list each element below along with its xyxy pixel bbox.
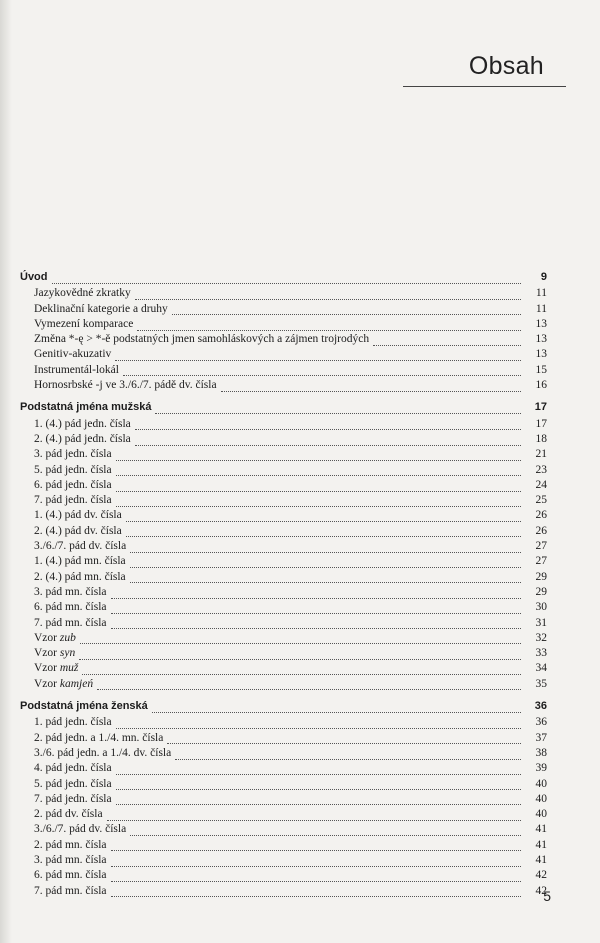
toc-entry-page: 15	[535, 363, 547, 376]
toc-entry[interactable]	[20, 447, 547, 462]
toc-entry-label-text: Změna *-ę > *-ě podstatných jmen samohláskových a zájmen trojrodých	[34, 333, 370, 346]
toc-entry-label-text: Vymezení komparace	[34, 317, 134, 330]
dot-leader	[52, 274, 522, 284]
toc-entry-page: 32	[535, 631, 547, 644]
dot-leader	[116, 451, 521, 461]
toc-entry-label	[34, 432, 131, 447]
toc-entry-page: 27	[535, 540, 547, 553]
toc-entry-label	[34, 286, 131, 301]
toc-entry-label-text: 7. pád mn. čísla	[34, 884, 107, 897]
toc-entry-pattern-word: zub	[59, 631, 76, 644]
dot-leader	[167, 734, 521, 744]
dot-leader	[111, 589, 522, 599]
dot-leader	[115, 351, 521, 361]
dot-leader	[135, 436, 521, 446]
toc-entry-label-text: 7. pád jedn. čísla	[34, 494, 112, 507]
toc-entry-label	[34, 838, 107, 853]
toc-entry-pattern-word: syn	[59, 647, 76, 660]
toc-entry-label	[34, 761, 112, 776]
toc-section	[20, 270, 547, 393]
toc-entry[interactable]	[20, 332, 547, 347]
toc-entry-pattern-word: kamjeń	[59, 677, 94, 690]
toc-entry-label	[34, 478, 112, 493]
dot-leader	[111, 841, 522, 851]
toc-entry-page: 26	[535, 524, 547, 537]
toc-entry-label-text: 1. (4.) pád jedn. čísla	[34, 417, 131, 430]
toc-entry-page: 9	[540, 271, 547, 283]
toc-entry[interactable]	[20, 539, 547, 554]
toc-entry-label-text: Podstatná jména ženská	[20, 700, 148, 713]
toc-entry-label	[34, 570, 126, 585]
toc-entry-label	[34, 884, 107, 899]
toc-entry-label-text: Vzor	[34, 631, 60, 644]
toc-entry-label	[34, 508, 122, 523]
toc-entry[interactable]	[20, 661, 547, 676]
toc-entry-label	[34, 868, 107, 883]
toc-entry-label-text: 1. (4.) pád dv. čísla	[34, 509, 122, 522]
toc-entry-label	[34, 347, 111, 362]
dot-leader	[172, 305, 521, 315]
toc-entry-label	[34, 447, 112, 462]
toc-entry-label	[34, 302, 168, 317]
toc-section-heading[interactable]	[20, 270, 547, 285]
toc-entry-label-text: 1. pád jedn. čísla	[34, 716, 112, 729]
toc-entry-label	[34, 524, 122, 539]
toc-entry[interactable]	[20, 302, 547, 317]
toc-entry-page: 13	[535, 317, 547, 330]
toc-entry-page: 41	[535, 853, 547, 866]
dot-leader	[373, 336, 521, 346]
toc-entry-page: 13	[535, 348, 547, 361]
toc-section	[20, 400, 547, 692]
dot-leader	[79, 650, 521, 660]
toc-entry[interactable]	[20, 508, 547, 523]
toc-entry-label	[34, 677, 93, 692]
toc-entry-page: 24	[535, 478, 547, 491]
toc-entry-label-text: 3./6./7. pád dv. čísla	[34, 823, 127, 836]
dot-leader	[130, 573, 521, 583]
dot-leader	[111, 619, 522, 629]
toc-entry-label	[34, 661, 78, 676]
dot-leader	[126, 527, 521, 537]
toc-entry-label	[34, 417, 131, 432]
toc-entry-label	[34, 616, 107, 631]
toc-entry-label-text: 2. (4.) pád jedn. čísla	[34, 432, 131, 445]
toc-entry-label-text: 6. pád mn. čísla	[34, 869, 107, 882]
toc-entry-page: 29	[535, 570, 547, 583]
toc-entry-label-text: 3. pád mn. čísla	[34, 853, 107, 866]
toc-entry-page: 31	[535, 616, 547, 629]
dot-leader	[130, 826, 521, 836]
toc-entry-label-text: Vzor	[34, 677, 60, 690]
toc-entry[interactable]	[20, 731, 547, 746]
toc-entry-label	[34, 715, 112, 730]
toc-entry-label-text: Deklinační kategorie a druhy	[34, 302, 168, 315]
toc-entry-label	[34, 792, 112, 807]
toc-entry[interactable]	[20, 777, 547, 792]
dot-leader	[130, 558, 521, 568]
dot-leader	[116, 795, 521, 805]
toc-entry-page: 41	[535, 823, 547, 836]
toc-entry-label-text: 4. pád jedn. čísla	[34, 762, 112, 775]
toc-entry-page: 36	[534, 700, 547, 713]
dot-leader	[175, 750, 521, 760]
toc-entry[interactable]	[20, 478, 547, 493]
toc-entry-label	[34, 332, 369, 347]
toc-entry[interactable]	[20, 761, 547, 776]
dot-leader	[137, 321, 521, 331]
toc-entry[interactable]	[20, 715, 547, 730]
toc-entry[interactable]	[20, 570, 547, 585]
toc-entry[interactable]	[20, 838, 547, 853]
toc-entry[interactable]	[20, 746, 547, 761]
dot-leader	[111, 887, 522, 897]
toc-entry-label-text: Vzor	[34, 662, 60, 675]
toc-entry-label	[34, 600, 107, 615]
toc-entry-label-text: Hornosrbské -j ve 3./6./7. pádě dv. čísla	[34, 379, 217, 392]
toc-entry-label-text: 3./6. pád jedn. a 1./4. dv. čísla	[34, 746, 172, 759]
toc-entry-page: 11	[535, 302, 547, 315]
toc-entry-label-text: 2. pád mn. čísla	[34, 838, 107, 851]
dot-leader	[111, 604, 522, 614]
toc-entry[interactable]	[20, 432, 547, 447]
toc-entry-label-text: 2. pád dv. čísla	[34, 808, 103, 821]
dot-leader	[97, 680, 521, 690]
toc-entry[interactable]	[20, 646, 547, 661]
toc-entry-page: 40	[535, 777, 547, 790]
toc-entry-page: 30	[535, 601, 547, 614]
toc-entry[interactable]	[20, 677, 547, 692]
toc-entry-label-text: Jazykovědné zkratky	[34, 287, 131, 300]
toc-entry-page: 37	[535, 731, 547, 744]
toc-entry-page: 41	[535, 838, 547, 851]
page-number: 5	[543, 888, 551, 904]
toc-entry[interactable]	[20, 600, 547, 615]
toc-entry-label	[34, 317, 133, 332]
toc-entry[interactable]	[20, 792, 547, 807]
toc-section	[20, 699, 547, 899]
toc-entry-label-text: 6. pád mn. čísla	[34, 601, 107, 614]
toc-entry-label	[34, 363, 119, 378]
toc-entry-page: 34	[535, 662, 547, 675]
toc-entry-label	[34, 378, 217, 393]
toc-entry-label-text: Vzor	[34, 647, 60, 660]
toc-entry[interactable]	[20, 363, 547, 378]
dot-leader	[135, 420, 521, 430]
dot-leader	[116, 719, 521, 729]
toc-entry-label	[34, 807, 103, 822]
toc-entry-page: 17	[534, 401, 547, 414]
dot-leader	[116, 765, 521, 775]
toc-entry-page: 18	[535, 432, 547, 445]
toc-entry[interactable]	[20, 631, 547, 646]
toc-entry-label-text: 7. pád mn. čísla	[34, 616, 107, 629]
toc-entry-label-text: 2. pád jedn. a 1./4. mn. čísla	[34, 731, 164, 744]
toc-entry-page: 36	[535, 716, 547, 729]
toc-entry-page: 42	[535, 884, 547, 897]
toc-entry-label	[34, 746, 171, 761]
toc-entry-page: 23	[535, 463, 547, 476]
toc-entry-label	[34, 646, 75, 661]
toc-entry[interactable]	[20, 585, 547, 600]
dot-leader	[155, 404, 521, 414]
toc-entry[interactable]	[20, 853, 547, 868]
toc-entry-label-text: 2. (4.) pád mn. čísla	[34, 570, 126, 583]
toc-entry-label-text: 5. pád jedn. čísla	[34, 463, 112, 476]
toc-entry-page: 39	[535, 762, 547, 775]
title-underline	[403, 86, 566, 87]
toc-entry-pattern-word: muž	[59, 662, 79, 675]
toc-entry-label-text: Instrumentál-lokál	[34, 363, 119, 376]
toc-entry[interactable]	[20, 417, 547, 432]
dot-leader	[80, 634, 521, 644]
toc-entry-label	[34, 853, 107, 868]
toc-entry-label-text: 7. pád jedn. čísla	[34, 792, 112, 805]
toc-entry-label	[34, 777, 112, 792]
toc-entry-page: 42	[535, 869, 547, 882]
toc-entry-label-text: Genitiv-akuzativ	[34, 348, 112, 361]
dot-leader	[116, 497, 521, 507]
toc-entry-page: 25	[535, 494, 547, 507]
toc-entry[interactable]	[20, 524, 547, 539]
toc-entry[interactable]	[20, 868, 547, 883]
toc-entry[interactable]	[20, 822, 547, 837]
toc-entry-label	[34, 554, 126, 569]
toc-entry-label	[20, 270, 48, 285]
toc-entry-label-text: 6. pád jedn. čísla	[34, 478, 112, 491]
toc-entry-label	[20, 699, 148, 714]
toc-entry[interactable]	[20, 463, 547, 478]
toc-entry[interactable]	[20, 493, 547, 508]
dot-leader	[116, 466, 521, 476]
toc-entry-page: 21	[535, 448, 547, 461]
toc-entry-page: 35	[535, 677, 547, 690]
toc-entry-label	[34, 731, 163, 746]
toc-entry[interactable]	[20, 317, 547, 332]
toc-entry[interactable]	[20, 347, 547, 362]
toc-entry[interactable]	[20, 807, 547, 822]
toc-entry[interactable]	[20, 286, 547, 301]
toc-entry-page: 40	[535, 792, 547, 805]
toc-entry-page: 33	[535, 647, 547, 660]
toc-entry-label	[34, 463, 112, 478]
toc-entry-page: 27	[535, 555, 547, 568]
toc-entry-label	[34, 585, 107, 600]
dot-leader	[130, 543, 521, 553]
dot-leader	[116, 482, 521, 492]
dot-leader	[135, 290, 521, 300]
toc-section-heading[interactable]	[20, 400, 547, 415]
toc-entry-page: 29	[535, 585, 547, 598]
page-edge-shadow	[0, 0, 12, 943]
dot-leader	[152, 703, 521, 713]
toc-entry-label	[34, 493, 112, 508]
toc-entry-label	[34, 822, 126, 837]
toc-entry-label	[34, 631, 76, 646]
toc-entry-page: 26	[535, 509, 547, 522]
toc-entry[interactable]	[20, 884, 547, 899]
toc-entry-page: 17	[535, 417, 547, 430]
table-of-contents	[20, 270, 547, 906]
toc-entry-label-text: Úvod	[20, 271, 48, 283]
dot-leader	[221, 382, 521, 392]
toc-entry-label-text: 3./6./7. pád dv. čísla	[34, 540, 127, 553]
toc-entry-label-text: 2. (4.) pád dv. čísla	[34, 524, 122, 537]
toc-entry-page: 11	[535, 287, 547, 300]
toc-entry-page: 13	[535, 333, 547, 346]
toc-entry-page: 38	[535, 746, 547, 759]
toc-entry-label	[34, 539, 126, 554]
page-title: Obsah	[468, 52, 544, 80]
dot-leader	[123, 366, 521, 376]
toc-entry[interactable]	[20, 616, 547, 631]
toc-entry[interactable]	[20, 554, 547, 569]
dot-leader	[111, 872, 522, 882]
dot-leader	[126, 512, 521, 522]
toc-entry-label-text: 3. pád jedn. čísla	[34, 448, 112, 461]
toc-entry-label-text: 3. pád mn. čísla	[34, 585, 107, 598]
toc-entry-label-text: Podstatná jména mužská	[20, 401, 152, 414]
toc-entry-label	[20, 400, 151, 415]
dot-leader	[116, 780, 521, 790]
toc-section-heading[interactable]	[20, 699, 547, 714]
dot-leader	[82, 665, 521, 675]
toc-entry-label-text: 1. (4.) pád mn. čísla	[34, 555, 126, 568]
dot-leader	[107, 811, 521, 821]
toc-entry-page: 40	[535, 808, 547, 821]
toc-entry-page: 16	[535, 379, 547, 392]
toc-entry[interactable]	[20, 378, 547, 393]
toc-entry-label-text: 5. pád jedn. čísla	[34, 777, 112, 790]
dot-leader	[111, 857, 522, 867]
